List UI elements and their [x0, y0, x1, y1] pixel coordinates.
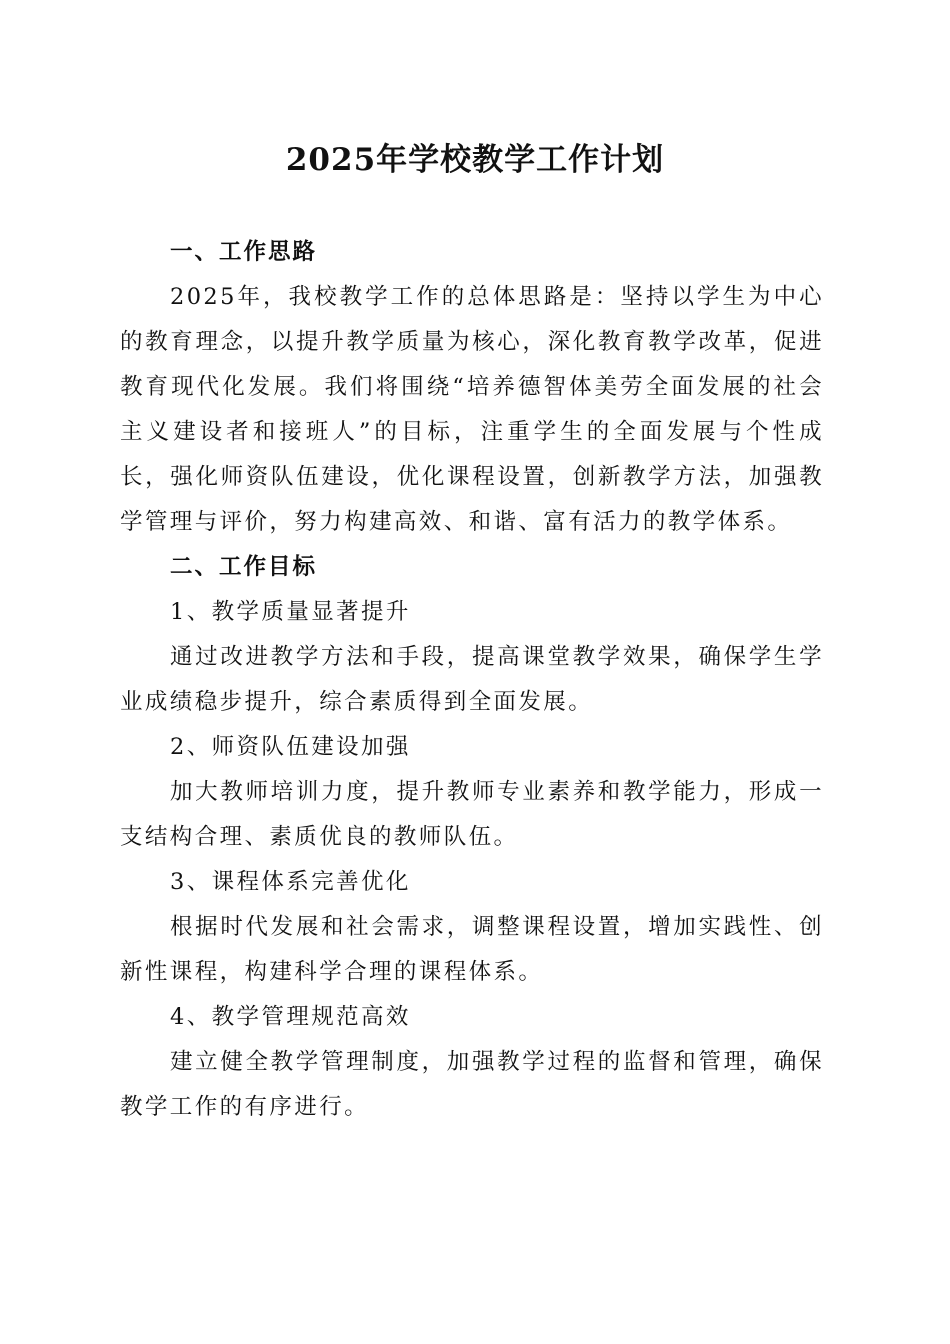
document-body: [120, 230, 824, 1130]
goal-subtitle-3: 3、课程体系完善优化: [170, 869, 411, 895]
goal-paragraph-3: 根据时代发展和社会需求，调整课程设置，增加实践性、创新性课程，构建科学合理的课程体系。: [120, 914, 824, 985]
document-title: 2025年学校教学工作计划: [285, 142, 665, 178]
section-heading-work-goals: 二、工作目标: [170, 554, 318, 580]
goal-subtitle-2: 2、师资队伍建设加强: [170, 734, 411, 760]
goal-paragraph-1: 通过改进教学方法和手段，提高课堂教学效果，确保学生学业成绩稳步提升，综合素质得到全面发展。: [120, 644, 824, 715]
section-heading-work-approach: 一、工作思路: [170, 239, 318, 265]
goal-subtitle-4: 4、教学管理规范高效: [170, 1004, 411, 1030]
paragraph-work-approach: 2025年，我校教学工作的总体思路是：坚持以学生为中心的教育理念，以提升教学质量为核心，深化教育教学改革，促进教育现代化发展。我们将围绕“培养德智体美劳全面发展的社会主义建设者和接班人”的目标，注重学生的全面发展与个性成长，强化师资队伍建设，优化课程设置，创新教学方法，加强教学管理与评价，努力构建高效、和谐、富有活力的教学体系。: [120, 284, 824, 535]
goal-paragraph-4: 建立健全教学管理制度，加强教学过程的监督和管理，确保教学工作的有序进行。: [120, 1049, 824, 1120]
goal-paragraph-2: 加大教师培训力度，提升教师专业素养和教学能力，形成一支结构合理、素质优良的教师队伍。: [120, 779, 824, 850]
goal-subtitle-1: 1、教学质量显著提升: [170, 599, 411, 625]
